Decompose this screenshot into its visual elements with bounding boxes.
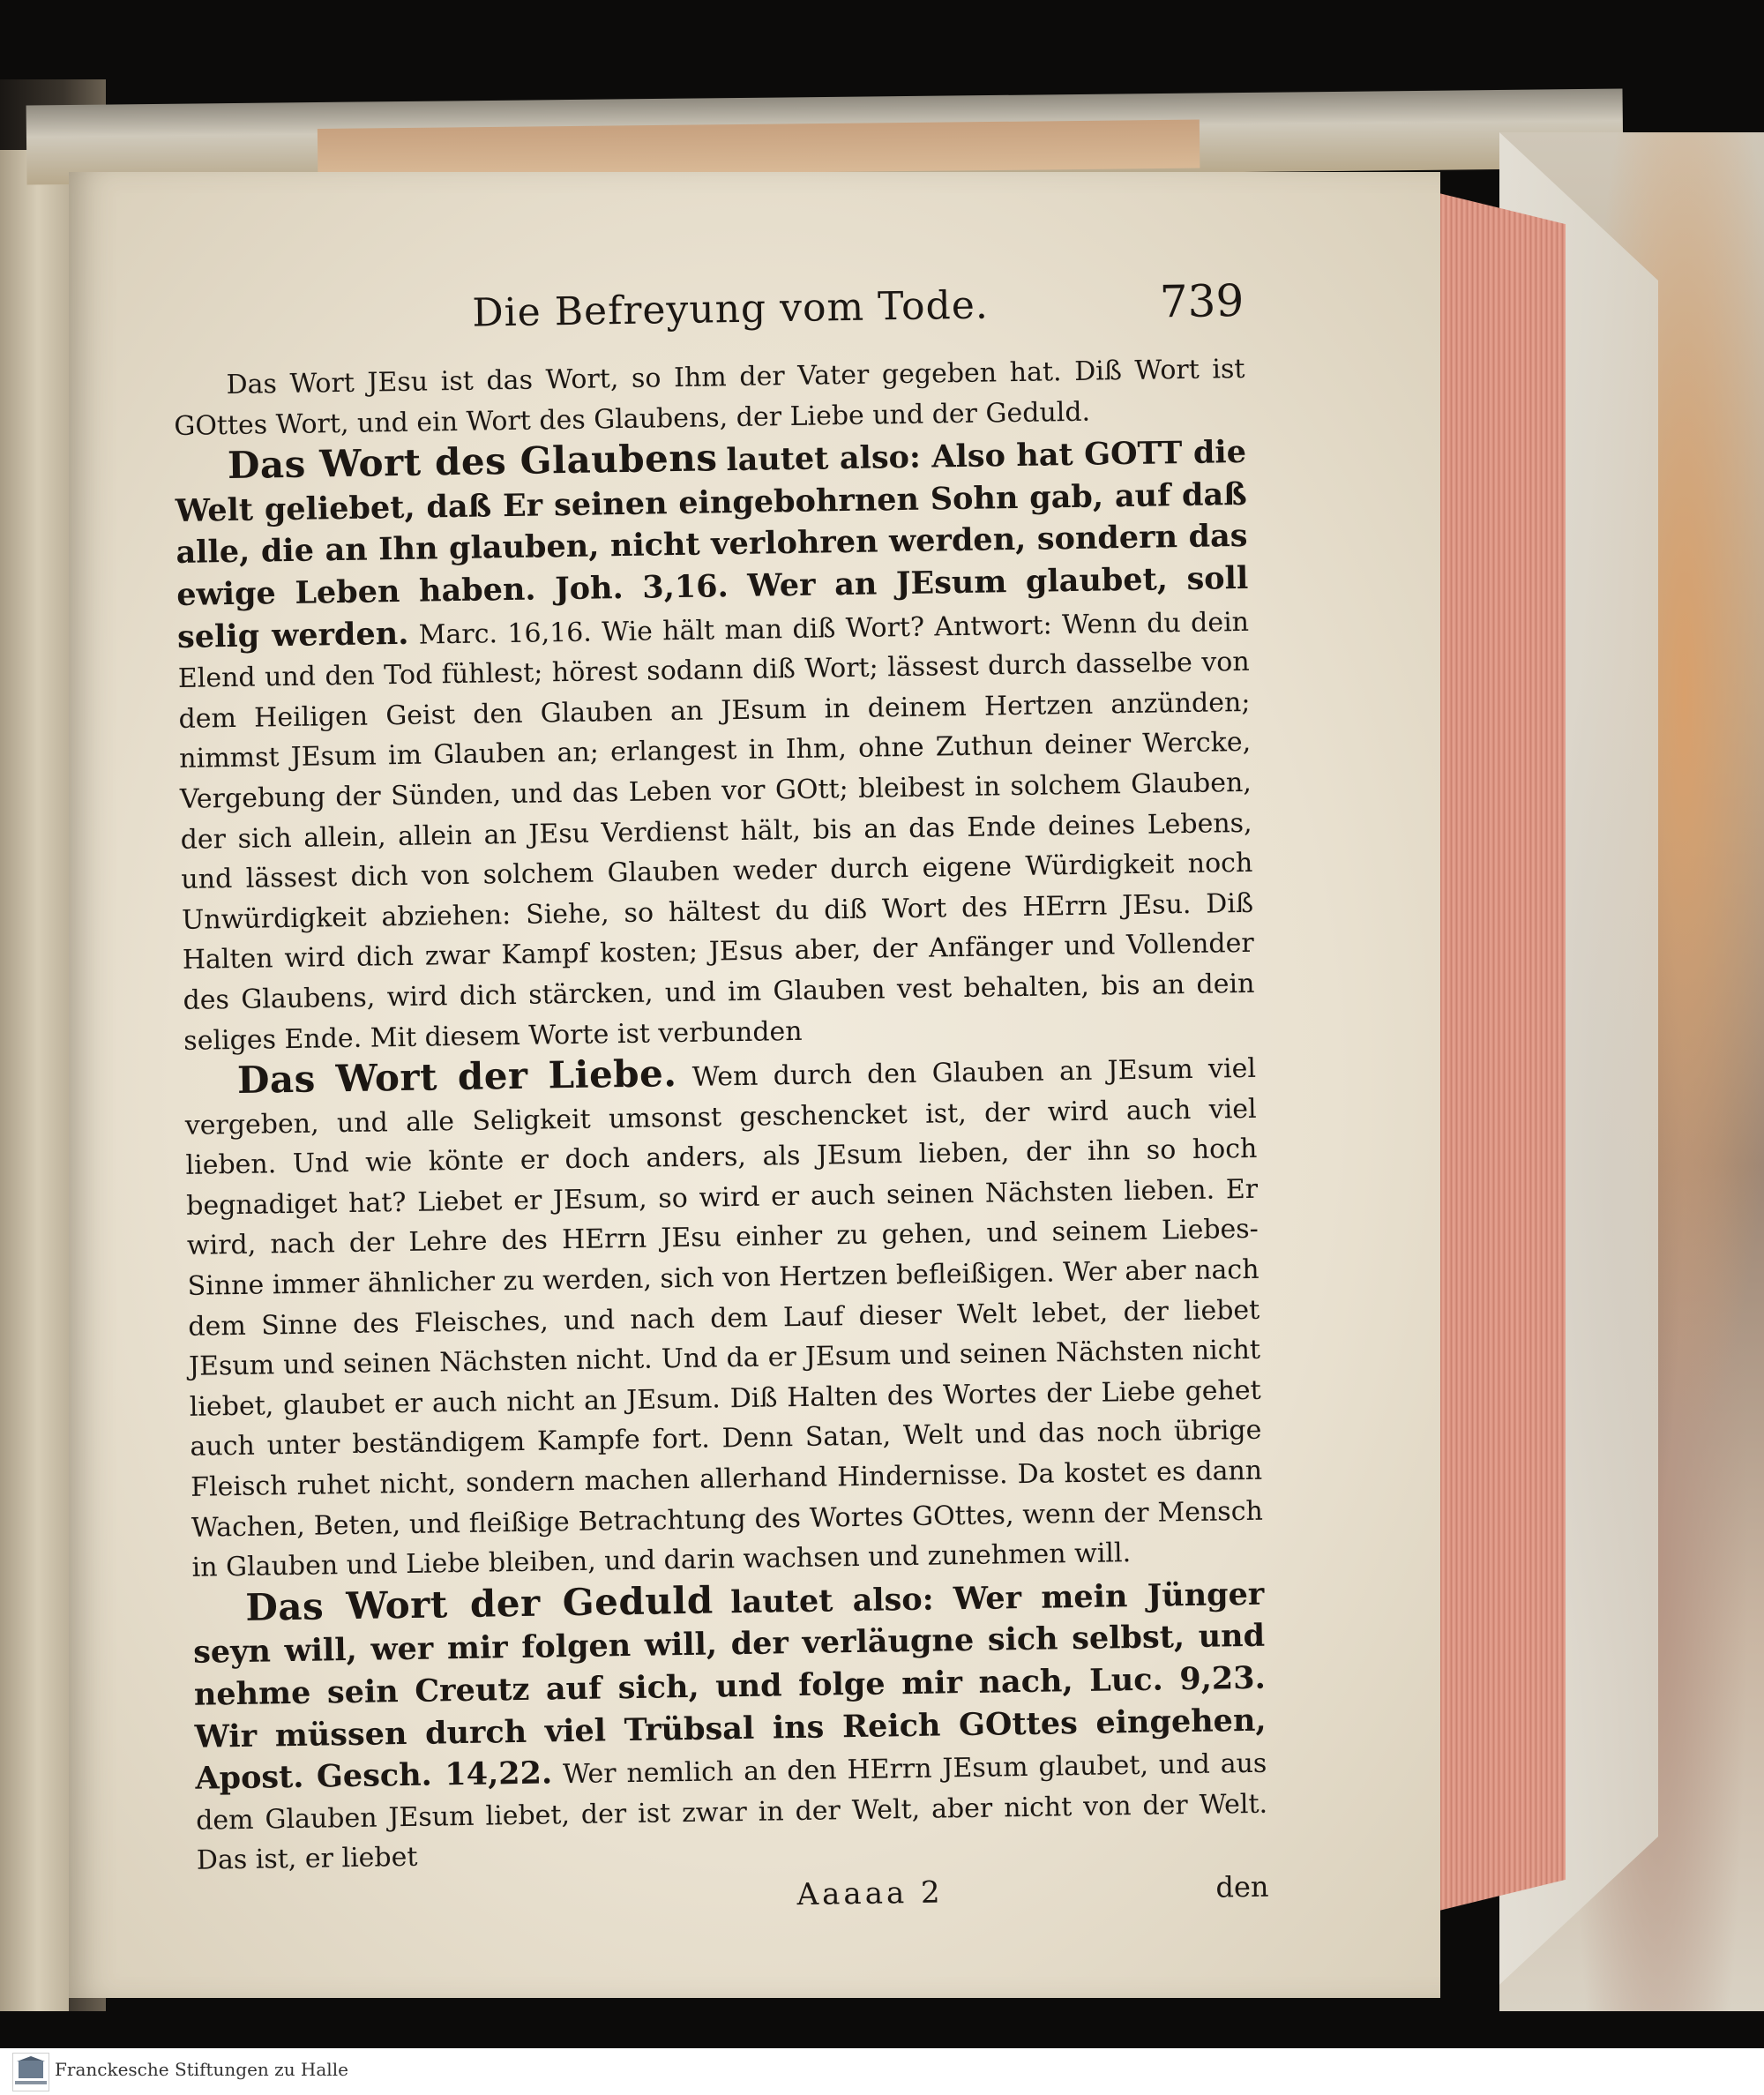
logo-building-shape [19, 2061, 43, 2078]
paragraph-2-lead: Das Wort des Glaubens [227, 436, 718, 488]
paragraph-4-lead: Das Wort der Geduld [244, 1578, 714, 1629]
signature-mark: Aaaaa 2 [796, 1874, 944, 1913]
paragraph-2-big: lautet also: Also hat GOTT die Welt geliebet, daß Er seinen eingebohrnen Sohn gab, auf daß alle, die an Ihn glauben, nicht verlohren werden, sondern das ewige Leben haben. Joh. 3,16. Wer an JEsum glaubet, soll selig werden. [175, 434, 1249, 655]
paragraph-4-big: lautet also: Wer mein Jünger seyn will, wer mir folgen will, der verläugne sich selbst, und nehme sein Creutz auf sich, und folge mir nach, Luc. 9,23. Wir müssen durch viel Trübsal ins Reich GOttes eingehen, Apost. Gesch. 14,22. [192, 1575, 1267, 1797]
paragraph-3-text: Wem durch den Glauben an JEsum viel vergeben, und alle Seligkeit umsonst geschencket ist, der wird auch viel lieben. Und wie könte er doch anders, als JEsum lieben, der ihn so hoch begnadiget hat? Liebet er JEsum, so wird er auch seinen Nächsten lieben. Er wird, nach der Lehre des HErrn JEsu einher zu gehen, und seinem Liebes-Sinne immer ähnlicher zu werden, sich von Hertzen befleißigen. Wer aber nach dem Sinne des Fleisches, und nach dem Lauf dieser Welt lebet, der liebet JEsum und seinen Nächsten nicht. Und da er JEsum und seinen Nächsten nicht liebet, glaubet er auch nicht an JEsum. Diß Halten des Wortes der Liebe gehet auch unter beständigem Kampfe fort. Denn Satan, Welt und das noch übrige Fleisch ruhet nicht, sondern machen allerhand Hindernisse. Da kostet es dann Wachen, Beten, und fleißige Betrachtung des Wortes GOttes, wenn der Mensch in Glauben und Liebe bleiben, und darin wachsen und zunehmen will. [184, 1052, 1264, 1584]
text-block [172, 274, 1269, 1931]
logo-label-shape [15, 2081, 47, 2084]
institution-name: Franckesche Stiftungen zu Halle [55, 2059, 348, 2080]
paragraph-4 [192, 1572, 1268, 1882]
paragraph-3-lead: Das Wort der Liebe. [236, 1051, 677, 1103]
running-title: Die Befreyung vom Tode. [471, 282, 990, 336]
paragraph-3 [184, 1044, 1264, 1589]
book-top-tab [318, 120, 1200, 177]
paragraph-4-text: Wer nemlich an den HErrn JEsum glaubet, und aus dem Glauben JEsum liebet, der ist zwar in der Welt, aber nicht von der Welt. Das ist, er liebet [195, 1747, 1268, 1877]
book-top-edge [26, 89, 1624, 185]
page-number: 739 [1159, 274, 1245, 328]
red-page-edges [1424, 190, 1566, 1914]
paragraph-2 [175, 430, 1256, 1061]
paragraph-1-text: Das Wort JEsu ist das Wort, so Ihm der Vater gegeben hat. Diß Wort ist GOttes Wort, und ein Wort des Glaubens, der Liebe und der Geduld. [174, 353, 1245, 442]
catchword: den [1215, 1869, 1269, 1904]
paragraph-2-text: Marc. 16,16. Wie hält man diß Wort? Antwort: Wenn du dein Elend und den Tod fühlest; hörest sodann diß Wort; lässest durch dasselbe von dem Heiligen Geist den Glauben an JEsum in deinem Hertzen anzünden; nimmst JEsum im Glauben an; erlangest in Ihm, ohne Zuthun deiner Wercke, Vergebung der Sünden, und das Leben vor GOtt; bleibest in solchem Glauben, der sich allein, allein an JEsu Verdienst hält, bis an das Ende deines Lebens, und lässest dich von solchem Glauben weder durch eigene Würdigkeit noch Unwürdigkeit abziehen: Siehe, so hältest du diß Wort des HErrn JEsu. Diß Halten wird dich zwar Kampf kosten; JEsus aber, der Anfänger und Vollender des Glaubens, wird dich stärcken, und im Glauben vest behalten, bis an dein seliges Ende. Mit diesem Worte ist verbunden [177, 606, 1255, 1057]
institution-logo-icon [12, 2053, 49, 2091]
facing-page-edge [0, 150, 69, 2011]
